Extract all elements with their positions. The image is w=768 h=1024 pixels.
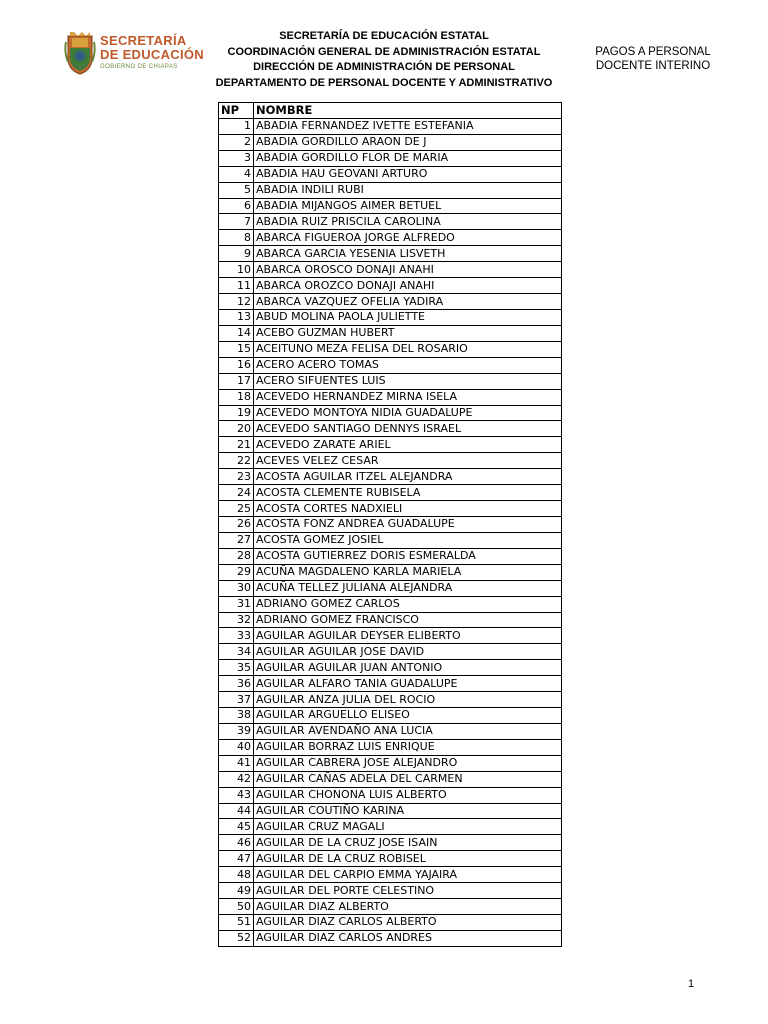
row-name: AGUILAR DE LA CRUZ ROBISEL: [254, 851, 562, 867]
row-number: 50: [219, 899, 254, 915]
table-row: [219, 230, 562, 246]
row-number: 48: [219, 867, 254, 883]
row-name: AGUILAR DE LA CRUZ JOSE ISAIN: [254, 835, 562, 851]
row-number: 19: [219, 405, 254, 421]
table-row: [219, 755, 562, 771]
row-name: AGUILAR AGUILAR DEYSER ELIBERTO: [254, 628, 562, 644]
row-number: 47: [219, 851, 254, 867]
table-row: [219, 262, 562, 278]
row-number: 52: [219, 930, 254, 946]
row-name: ACEVEDO SANTIAGO DENNYS ISRAEL: [254, 421, 562, 437]
row-number: 8: [219, 230, 254, 246]
table-row: [219, 692, 562, 708]
row-number: 21: [219, 437, 254, 453]
header-line-4: DEPARTAMENTO DE PERSONAL DOCENTE Y ADMINISTRATIVO: [215, 76, 553, 89]
row-number: 13: [219, 309, 254, 325]
table-row: [219, 453, 562, 469]
row-number: 27: [219, 532, 254, 548]
table-row: [219, 532, 562, 548]
row-name: AGUILAR CAÑAS ADELA DEL CARMEN: [254, 771, 562, 787]
table-row: [219, 278, 562, 294]
row-number: 49: [219, 883, 254, 899]
row-name: AGUILAR CRUZ MAGALI: [254, 819, 562, 835]
row-number: 20: [219, 421, 254, 437]
row-name: AGUILAR AGUILAR JOSE DAVID: [254, 644, 562, 660]
table-row: [219, 421, 562, 437]
table-row: [219, 389, 562, 405]
institution-logo: [64, 28, 204, 76]
row-number: 31: [219, 596, 254, 612]
page-number: 1: [688, 978, 695, 990]
row-number: 15: [219, 341, 254, 357]
row-name: ABADIA HAU GEOVANI ARTURO: [254, 166, 562, 182]
table-row: [219, 851, 562, 867]
table-row: [219, 883, 562, 899]
row-name: ABARCA FIGUEROA JORGE ALFREDO: [254, 230, 562, 246]
row-number: 43: [219, 787, 254, 803]
row-name: AGUILAR AVENDAÑO ANA LUCIA: [254, 723, 562, 739]
row-number: 10: [219, 262, 254, 278]
row-number: 24: [219, 485, 254, 501]
table-row: [219, 246, 562, 262]
row-name: ACEVEDO MONTOYA NIDIA GUADALUPE: [254, 405, 562, 421]
header-line-1: SECRETARÍA DE EDUCACIÓN ESTATAL: [279, 30, 489, 42]
row-number: 18: [219, 389, 254, 405]
row-number: 29: [219, 564, 254, 580]
row-name: ACOSTA AGUILAR ITZEL ALEJANDRA: [254, 469, 562, 485]
table-row: [219, 309, 562, 325]
row-number: 28: [219, 548, 254, 564]
table-row: [219, 198, 562, 214]
row-number: 33: [219, 628, 254, 644]
table-row: [219, 325, 562, 341]
row-number: 35: [219, 660, 254, 676]
logo-line-3: GOBIERNO DE CHIAPAS: [100, 64, 178, 70]
row-name: ACUÑA MAGDALENO KARLA MARIELA: [254, 564, 562, 580]
table-row: [219, 294, 562, 310]
row-name: AGUILAR DIAZ CARLOS ALBERTO: [254, 915, 562, 931]
row-number: 36: [219, 676, 254, 692]
table-row: [219, 835, 562, 851]
row-number: 23: [219, 469, 254, 485]
table-row: [219, 357, 562, 373]
table-header-row: [219, 103, 562, 119]
row-number: 32: [219, 612, 254, 628]
row-name: ABARCA GARCIA YESENIA LISVETH: [254, 246, 562, 262]
row-name: ACERO ACERO TOMAS: [254, 357, 562, 373]
row-number: 44: [219, 803, 254, 819]
row-name: ADRIANO GOMEZ CARLOS: [254, 596, 562, 612]
row-name: ABADIA FERNANDEZ IVETTE ESTEFANIA: [254, 118, 562, 134]
row-name: AGUILAR DIAZ ALBERTO: [254, 899, 562, 915]
row-number: 40: [219, 739, 254, 755]
row-name: AGUILAR AGUILAR JUAN ANTONIO: [254, 660, 562, 676]
row-number: 11: [219, 278, 254, 294]
table-row: [219, 437, 562, 453]
row-name: ACERO SIFUENTES LUIS: [254, 373, 562, 389]
row-name: AGUILAR DIAZ CARLOS ANDRES: [254, 930, 562, 946]
coat-of-arms-icon: [64, 28, 96, 76]
row-number: 34: [219, 644, 254, 660]
table-row: [219, 166, 562, 182]
row-name: AGUILAR COUTIÑO KARINA: [254, 803, 562, 819]
row-number: 25: [219, 501, 254, 517]
row-name: ACOSTA GOMEZ JOSIEL: [254, 532, 562, 548]
row-number: 41: [219, 755, 254, 771]
row-number: 5: [219, 182, 254, 198]
row-number: 12: [219, 294, 254, 310]
row-number: 30: [219, 580, 254, 596]
row-number: 51: [219, 915, 254, 931]
row-number: 37: [219, 692, 254, 708]
row-number: 38: [219, 708, 254, 724]
row-name: ACEVEDO HERNANDEZ MIRNA ISELA: [254, 389, 562, 405]
row-number: 4: [219, 166, 254, 182]
table-row: [219, 118, 562, 134]
row-name: ABADIA INDILI RUBI: [254, 182, 562, 198]
row-name: AGUILAR CABRERA JOSE ALEJANDRO: [254, 755, 562, 771]
table-body: [219, 118, 562, 946]
row-number: 22: [219, 453, 254, 469]
table-row: [219, 867, 562, 883]
table-row: [219, 501, 562, 517]
row-name: ACUÑA TELLEZ JULIANA ALEJANDRA: [254, 580, 562, 596]
row-name: ACOSTA CLEMENTE RUBISELA: [254, 485, 562, 501]
row-name: ABARCA OROSCO DONAJI ANAHI: [254, 262, 562, 278]
row-name: ABADIA MIJANGOS AIMER BETUEL: [254, 198, 562, 214]
table-row: [219, 803, 562, 819]
table-row: [219, 134, 562, 150]
row-number: 42: [219, 771, 254, 787]
row-name: ACEITUNO MEZA FELISA DEL ROSARIO: [254, 341, 562, 357]
table-row: [219, 564, 562, 580]
row-number: 39: [219, 723, 254, 739]
row-name: ABADIA GORDILLO FLOR DE MARIA: [254, 150, 562, 166]
table-row: [219, 150, 562, 166]
row-number: 3: [219, 150, 254, 166]
row-number: 45: [219, 819, 254, 835]
table-row: [219, 787, 562, 803]
header-line-3: DIRECCIÓN DE ADMINISTRACIÓN DE PERSONAL: [253, 61, 515, 73]
row-name: ABADIA GORDILLO ARAON DE J: [254, 134, 562, 150]
table-row: [219, 516, 562, 532]
logo-line-2: DE EDUCACIÓN: [100, 47, 204, 62]
row-name: ACOSTA FONZ ANDREA GUADALUPE: [254, 516, 562, 532]
row-number: 2: [219, 134, 254, 150]
table-row: [219, 596, 562, 612]
table-row: [219, 628, 562, 644]
row-name: ACEVES VELEZ CESAR: [254, 453, 562, 469]
table-row: [219, 676, 562, 692]
table-row: [219, 723, 562, 739]
table-row: [219, 485, 562, 501]
table-row: [219, 899, 562, 915]
row-name: ABARCA OROZCO DONAJI ANAHI: [254, 278, 562, 294]
row-name: AGUILAR ANZA JULIA DEL ROCIO: [254, 692, 562, 708]
table-row: [219, 580, 562, 596]
table-row: [219, 771, 562, 787]
table-row: [219, 214, 562, 230]
table-row: [219, 405, 562, 421]
document-header: [200, 29, 568, 91]
table-row: [219, 739, 562, 755]
table-row: [219, 644, 562, 660]
table-row: [219, 182, 562, 198]
subtitle-line-2: DOCENTE INTERINO: [595, 60, 711, 72]
row-name: ADRIANO GOMEZ FRANCISCO: [254, 612, 562, 628]
row-number: 6: [219, 198, 254, 214]
row-name: ACEVEDO ZARATE ARIEL: [254, 437, 562, 453]
table-row: [219, 469, 562, 485]
logo-line-1: SECRETARÍA: [100, 33, 187, 48]
row-name: AGUILAR DEL CARPIO EMMA YAJAIRA: [254, 867, 562, 883]
table-row: [219, 341, 562, 357]
table-row: [219, 373, 562, 389]
row-number: 26: [219, 516, 254, 532]
row-name: AGUILAR BORRAZ LUIS ENRIQUE: [254, 739, 562, 755]
row-name: AGUILAR ALFARO TANIA GUADALUPE: [254, 676, 562, 692]
row-name: ACOSTA GUTIERREZ DORIS ESMERALDA: [254, 548, 562, 564]
row-name: ACEBO GUZMAN HUBERT: [254, 325, 562, 341]
table-row: [219, 930, 562, 946]
row-number: 46: [219, 835, 254, 851]
row-name: ABARCA VAZQUEZ OFELIA YADIRA: [254, 294, 562, 310]
row-number: 7: [219, 214, 254, 230]
document-subtitle: [580, 45, 726, 73]
table-row: [219, 708, 562, 724]
row-number: 16: [219, 357, 254, 373]
row-name: ABUD MOLINA PAOLA JULIETTE: [254, 309, 562, 325]
row-number: 1: [219, 118, 254, 134]
column-header-np: NP: [219, 103, 254, 119]
personnel-table: [218, 102, 562, 947]
row-name: AGUILAR CHONONA LUIS ALBERTO: [254, 787, 562, 803]
table-row: [219, 819, 562, 835]
table-row: [219, 548, 562, 564]
row-name: ABADIA RUIZ PRISCILA CAROLINA: [254, 214, 562, 230]
table-row: [219, 915, 562, 931]
row-name: AGUILAR ARGUELLO ELISEO: [254, 708, 562, 724]
row-name: ACOSTA CORTES NADXIELI: [254, 501, 562, 517]
header-line-2: COORDINACIÓN GENERAL DE ADMINISTRACIÓN ESTATAL: [227, 45, 541, 58]
row-number: 17: [219, 373, 254, 389]
row-name: AGUILAR DEL PORTE CELESTINO: [254, 883, 562, 899]
table-row: [219, 612, 562, 628]
row-number: 9: [219, 246, 254, 262]
row-number: 14: [219, 325, 254, 341]
column-header-nombre: NOMBRE: [254, 103, 562, 119]
subtitle-line-1: PAGOS A PERSONAL: [595, 46, 711, 58]
table-row: [219, 660, 562, 676]
